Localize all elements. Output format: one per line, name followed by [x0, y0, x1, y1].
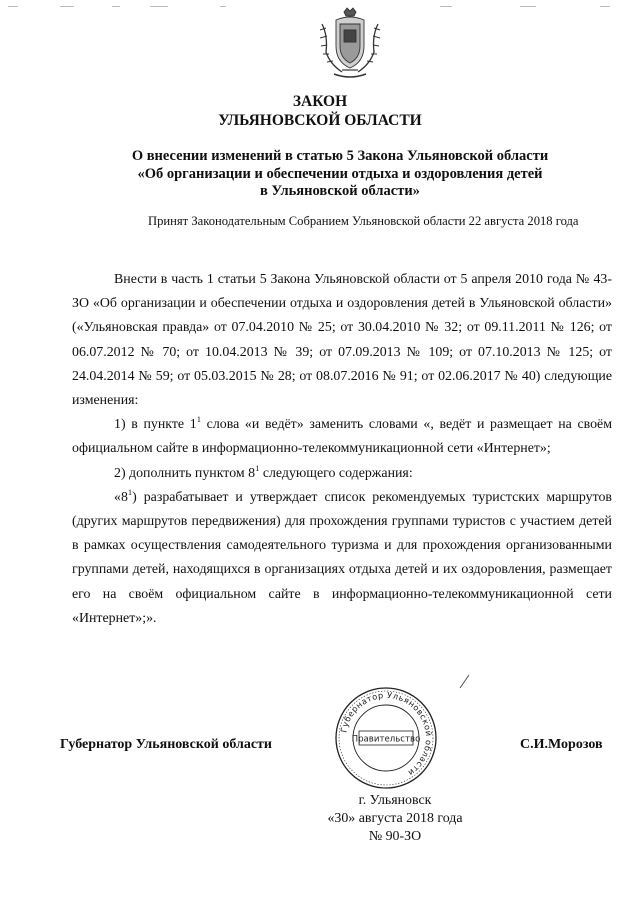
item2-superscript: 1: [255, 462, 260, 473]
amendment-item-2: [72, 462, 612, 486]
item2-text-end: следующего содержания:: [259, 465, 413, 481]
signing-place-date: [310, 792, 480, 846]
official-seal: [332, 684, 440, 792]
law-title: [0, 92, 640, 130]
item1-superscript: 1: [196, 414, 201, 425]
coat-of-arms-emblem: [314, 6, 386, 84]
law-subtitle: [40, 148, 640, 201]
law-title-line2: УЛЬЯНОВСКОЙ ОБЛАСТИ: [218, 112, 422, 129]
law-subtitle-line1: О внесении изменений в статью 5 Закона Ульяновской области: [131, 148, 549, 164]
adoption-note: Принят Законодательным Собранием Ульяновской области 22 августа 2018 года: [148, 214, 579, 228]
seal-outer-text: Губернатор Ульяновской области: [338, 689, 435, 779]
signatory-position: Губернатор Ульяновской области: [60, 737, 272, 752]
new-clause-quote: [72, 486, 612, 631]
law-title-line1: ЗАКОН: [292, 93, 348, 110]
seal-inner-text: Правительство: [351, 734, 421, 745]
quote-superscript: 1: [127, 486, 133, 497]
law-number: № 90-ЗО: [368, 829, 422, 844]
law-subtitle-line2: «Об организации и обеспечении отдыха и оздоровления детей: [137, 165, 543, 182]
pen-tick-mark: [458, 672, 472, 690]
quote-text-end: ) разрабатывает и утверждает список рекомендуемых туристских маршрутов (других маршрутов передвижения) для прохождения группами туристов с участием детей в рамках осуществления самодеятельного туризма и для прохождения организованными группами детей, находящихся в организациях отдыха детей и их оздоровления, размещает его на своём официальном сайте в информационно-телекоммуникационной сети «Интернет»;».: [72, 489, 612, 626]
signing-city: г. Ульяновск: [358, 793, 432, 808]
law-body: [72, 268, 612, 631]
signing-date: «30» августа 2018 года: [327, 811, 463, 826]
intro-paragraph: Внести в часть 1 статьи 5 Закона Ульяновской области от 5 апреля 2010 года № 43-ЗО «Об организации и обеспечении отдыха и оздоровления детей в Ульяновской области» («Ульяновская правда» от 07.04.2010 № 25; от 30.04.2010 № 32; от 09.11.2011 № 126; от 06.07.2012 № 70; от 10.04.2013 № 39; от 07.09.2013 № 109; от 07.10.2013 № 125; от 24.04.2014 № 59; от 05.03.2015 № 28; от 08.07.2016 № 91; от 02.06.2017 № 40) следующие изменения:: [72, 272, 612, 409]
item2-text-start: 2) дополнить пунктом 8: [114, 465, 256, 481]
signatory-name: С.И.Морозов: [520, 737, 603, 752]
law-subtitle-line3: в Ульяновской области»: [260, 183, 420, 199]
quote-text-start: «8: [114, 489, 128, 505]
amendment-item-1: [72, 413, 612, 461]
item1-text-start: 1) в пункте 1: [114, 417, 197, 433]
item1-text-end: слова «и ведёт» заменить словами «, ведёт и размещает на своём официальном сайте в информационно-телекоммуникационной сети «Интернет»;: [72, 417, 612, 457]
